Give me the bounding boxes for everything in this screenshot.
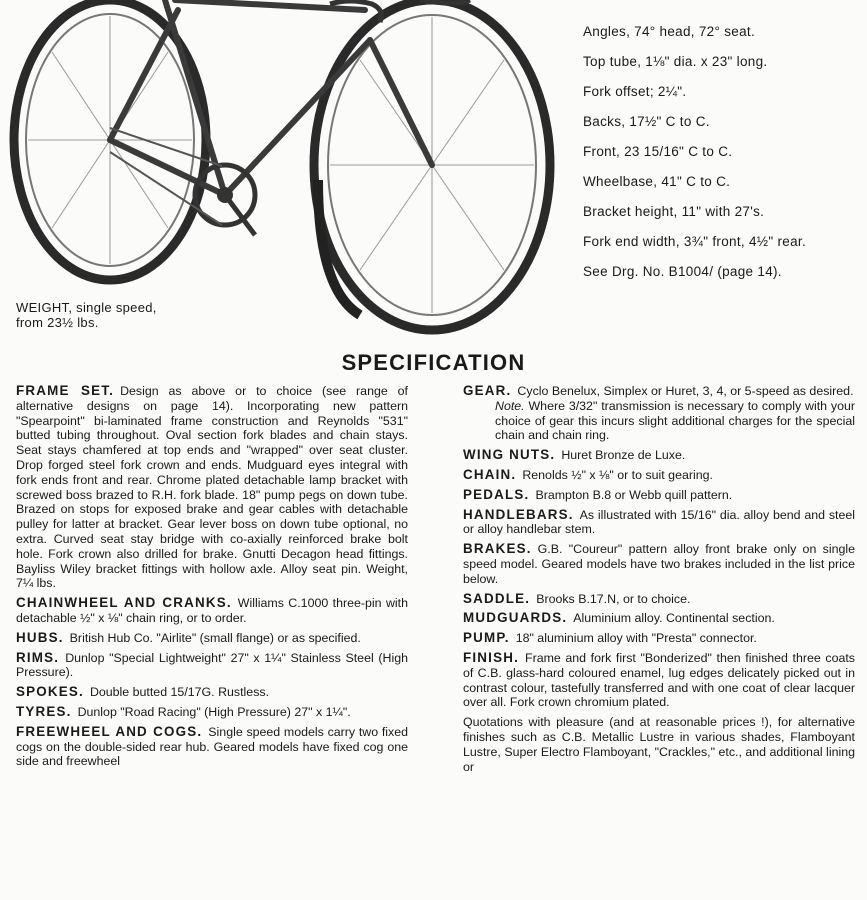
spec-heading: FREEWHEEL AND COGS.	[16, 723, 203, 739]
geometry-item: Top tube, 1⅛" dia. x 23" long.	[583, 54, 768, 69]
spec-text: Brooks B.17.N, or to choice.	[536, 591, 691, 606]
spec-text: Double butted 15/17G. Rustless.	[89, 685, 270, 700]
spec-heading: HUBS.	[16, 629, 64, 645]
geometry-item: Backs, 17½" C to C.	[583, 114, 710, 129]
spec-item-brakes	[463, 542, 855, 586]
spec-heading: SADDLE.	[463, 590, 531, 606]
spec-heading: HANDLEBARS.	[463, 506, 574, 522]
spec-text: British Hub Co. "Airlite" (small flange) or as specified.	[69, 630, 361, 645]
spec-text: Cyclo Benelux, Simplex or Huret, 3, 4, or 5-speed as desired.	[517, 384, 854, 398]
note-label: Note.	[495, 398, 525, 413]
weight-caption-line: WEIGHT, single speed,	[16, 300, 157, 315]
page-title: SPECIFICATION	[341, 350, 526, 375]
spec-item-saddle	[463, 592, 855, 607]
geometry-item: Wheelbase, 41" C to C.	[583, 174, 731, 189]
spec-heading: PUMP.	[463, 630, 510, 646]
spec-item-frame-set	[16, 384, 408, 591]
geometry-item: Bracket height, 11" with 27's.	[583, 204, 765, 219]
spec-item-quotations	[463, 715, 855, 774]
weight-caption	[16, 300, 157, 330]
geometry-item: Fork end width, 3¾" front, 4½" rear.	[583, 234, 806, 249]
spec-heading: MUDGUARDS.	[463, 610, 568, 626]
spec-note	[463, 399, 855, 443]
spec-item-freewheel	[16, 725, 408, 769]
spec-column-right	[463, 384, 855, 779]
spec-heading: TYRES.	[16, 703, 72, 719]
spec-item-pedals	[463, 488, 855, 503]
spec-heading: BRAKES.	[463, 541, 532, 557]
spec-text: 18" aluminium alloy with "Presta" connector.	[515, 631, 757, 646]
spec-heading: PEDALS.	[463, 486, 530, 502]
spec-item-wing-nuts	[463, 448, 855, 463]
spec-text: Design as above or to choice (see range of alternative designs on page 14). Incorporating new pattern "Spearpoint" bi-laminated frame construction and Reynolds "531" butted tubing throughout. Oval section fork blades and chain stays. Seat stays chamfered at top ends and "wrapped" over seat cluster. Drop forged steel fork crown and ends. Mudguard eyes integral with fork ends front and rear. Chrome plated detachable lamp bracket with screwed boss brazed to R.H. fork blade. 18" pump pegs on down tube. Brazed on stops for exposed brake and gear cables with detachable pulley for latter at bracket. Gear lever boss on down tube optional, no extra. Curved seat stay bridge with co-axially reinforced brake bolt hole. Fork crown also drilled for brake. Gnutti Decagon head fittings. Bayliss Wiley bracket fittings with hollow axle. Alloy seat pin. Weight, 7¼ lbs.	[16, 384, 408, 591]
geometry-item: Angles, 74° head, 72° seat.	[583, 24, 756, 39]
spec-item-tyres	[16, 705, 408, 720]
spec-text: G.B. "Coureur" pattern alloy front brake only on single speed model. Geared models have two brakes included in the list price below.	[463, 542, 855, 586]
spec-text: Renolds ½" x ⅛" or to suit gearing.	[522, 467, 713, 482]
bicycle-illustration	[0, 0, 560, 345]
spec-text: Dunlop "Road Racing" (High Pressure) 27" x 1¼".	[77, 704, 351, 719]
spec-text: Williams C.1000 three-pin with detachable ½" x ⅛" chain ring, or to order.	[16, 596, 408, 625]
spec-text: Brampton B.8 or Webb quill pattern.	[535, 487, 733, 502]
note-text: Where 3/32" transmission is necessary to comply with your choice of gear this incurs slight additional charges for the special chain and chain ring.	[495, 398, 855, 443]
spec-heading: GEAR.	[463, 383, 512, 398]
spec-text: Dunlop "Special Lightweight" 27" x 1¼" Stainless Steel (High Pressure).	[16, 650, 408, 680]
geometry-item: Front, 23 15/16" C to C.	[583, 144, 733, 159]
spec-item-chain	[463, 468, 855, 483]
spec-heading: CHAINWHEEL AND CRANKS.	[16, 595, 232, 611]
spec-heading: CHAIN.	[463, 466, 517, 482]
spec-heading: WING NUTS.	[463, 447, 556, 463]
spec-text: Single speed models carry two fixed cogs on the double-sided rear hub. Geared models have fixed cog one side and freewheel	[16, 724, 408, 769]
spec-item-pump	[463, 631, 855, 646]
spec-item-hubs	[16, 631, 408, 646]
spec-item-gear	[463, 384, 855, 443]
geometry-list	[583, 20, 806, 290]
spec-item-chainwheel	[16, 596, 408, 626]
spec-text: Quotations with pleasure (and at reasonable prices !), for alternative finishes such as C.B. Metallic Lustre in various shades, Flamboyant Lustre, Super Electro Flamboyant, "Crackles," etc., and additional lining or	[463, 715, 855, 774]
spec-heading: FINISH.	[463, 649, 520, 665]
spec-item-rims	[16, 651, 408, 681]
spec-heading: FRAME SET.	[16, 383, 115, 398]
geometry-item: Fork offset; 2¼".	[583, 84, 687, 99]
spec-item-spokes	[16, 685, 408, 700]
spec-text: As illustrated with 15/16" dia. alloy bend and steel or alloy handlebar stem.	[463, 507, 855, 537]
spec-item-finish	[463, 651, 855, 710]
spec-text: Frame and fork first "Bonderized" then finished three coats of C.B. glass-hard coloured enamel, lug edges delicately picked out in contrast colour, tastefully transferred and with one coat of clear lacquer over all. Fork crown chromium plated.	[463, 650, 855, 710]
weight-caption-line: from 23½ lbs.	[16, 315, 99, 330]
spec-heading: SPOKES.	[16, 684, 84, 700]
spec-item-handlebars	[463, 508, 855, 538]
spec-column-left	[16, 384, 408, 774]
spec-heading: RIMS.	[16, 649, 60, 665]
spec-text: Huret Bronze de Luxe.	[561, 448, 686, 463]
spec-item-mudguards	[463, 611, 855, 626]
geometry-item: See Drg. No. B1004/ (page 14).	[583, 264, 782, 279]
spec-text: Aluminium alloy. Continental section.	[573, 611, 775, 626]
